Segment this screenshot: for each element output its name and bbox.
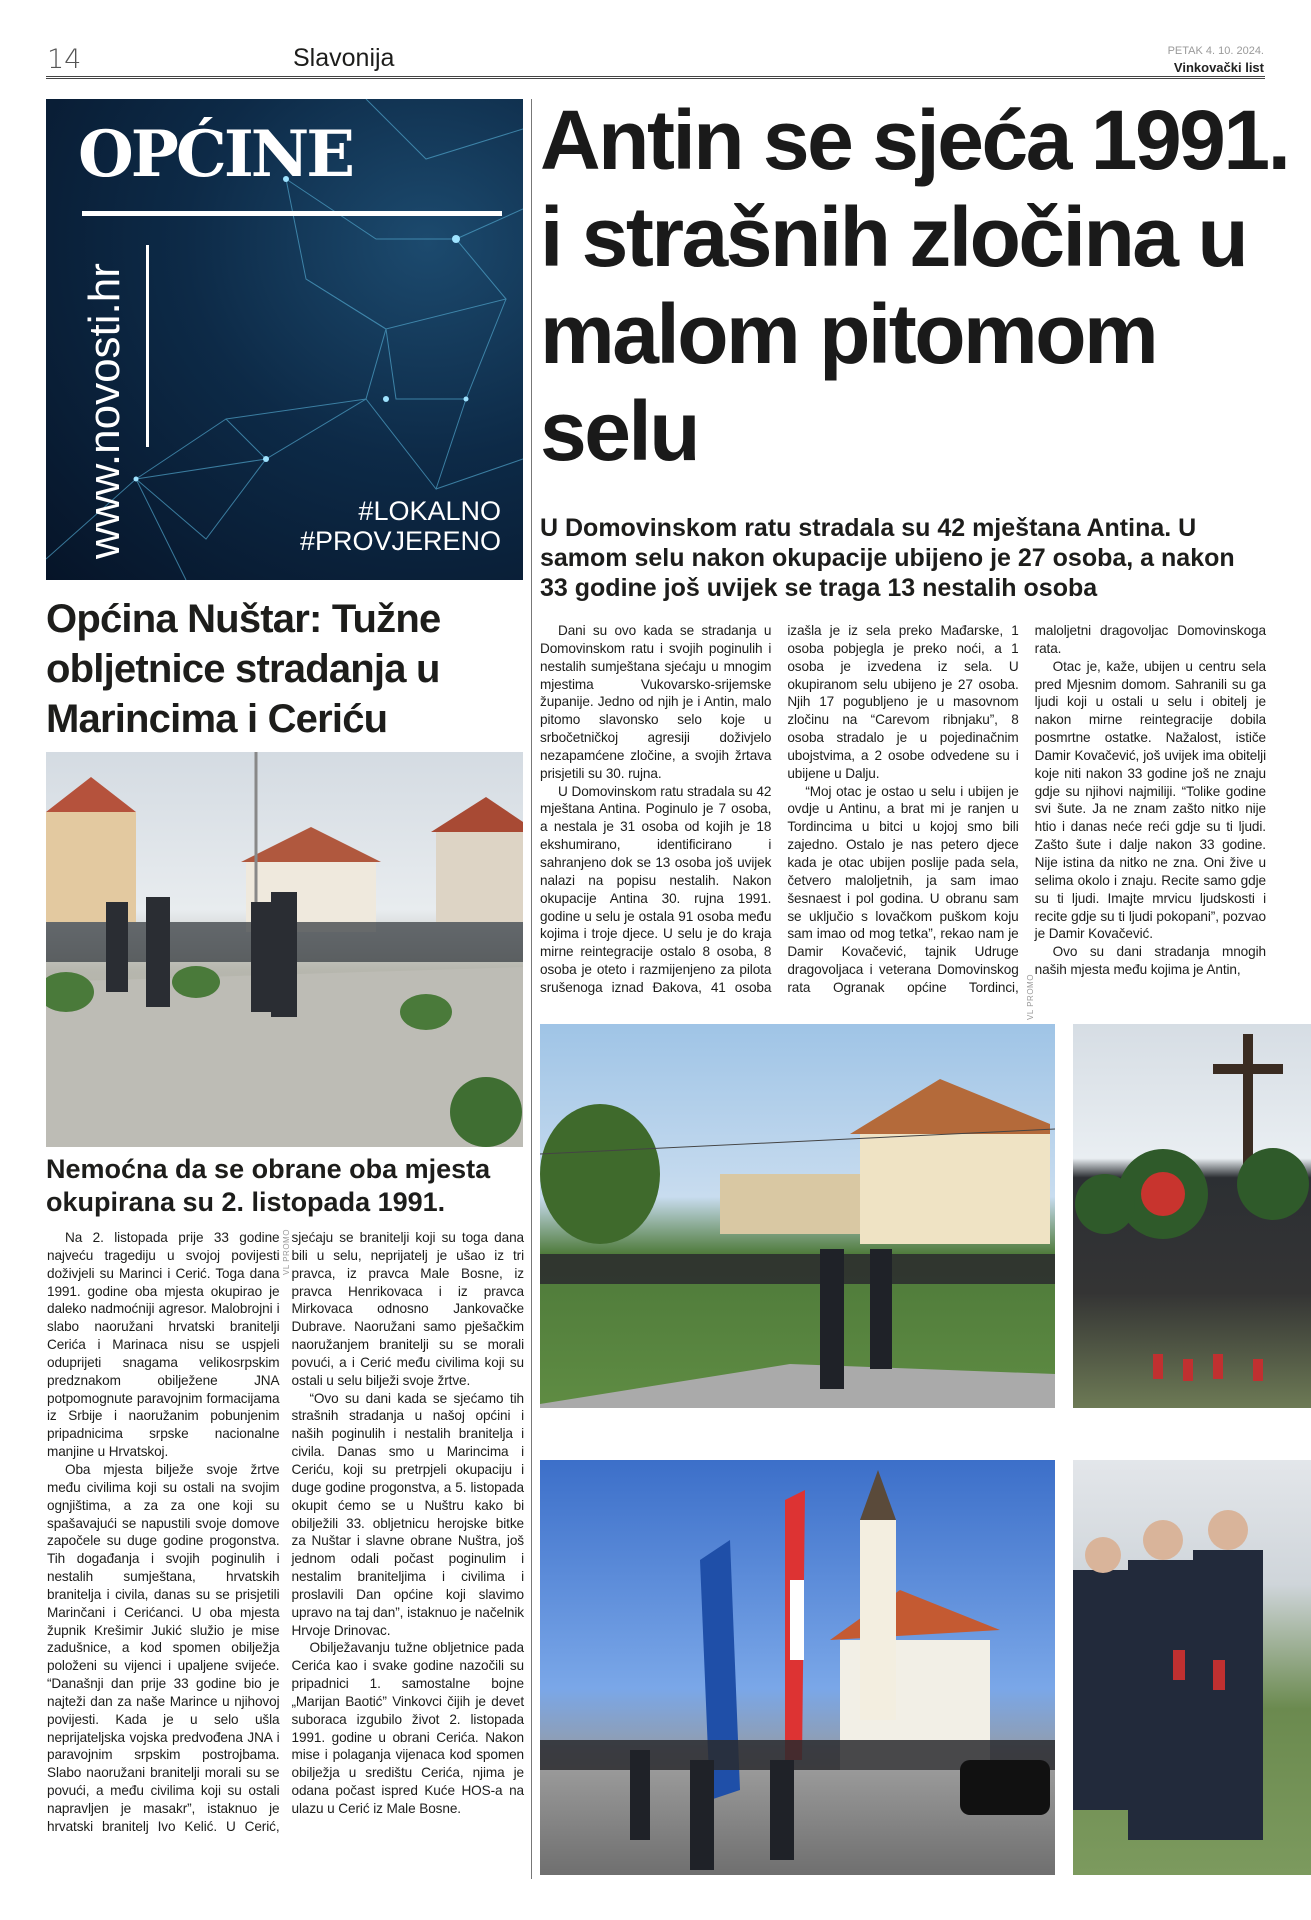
ad-divider bbox=[82, 211, 502, 216]
main-headline: Antin se sjeća 1991. i strašnih zločina u malom pitomom selu bbox=[540, 93, 1289, 478]
paragraph: Oba mjesta bilježe svoje žrtve među civilima koji su ostali na svojim ognjištima, a za za one koji su spašavajući se napustili svoje domove započele su duge godine progonstva. Tih događanja i svojih poginulih i nestalih sumještana, hrvatskih branitelja i civila, danas su se prisjetili Marinčani i Cerićanci. U oba mjesta župnik Krešimir Jukić služio je mise zadušnice, a kod spomen obilježja položeni su vijenci i upaljene svijeće. “Današnji dan prije 33 godine bio je najteži dan za naše Marince u njihovoj povijesti. Kada je u selo ušla neprijateljska vojska predvođena JNA i paravojnim srpskim postrojbama. Slabo naoružani branitelji morali su se povući, a među civilima koji su ostali napravljen je masakr”, istaknuo je hrvatski branitelj Ivo Kelić. U Cerić, sjećaju se branitelji koji su toga dana bili u selu, neprijatelj je ušao iz tri pravca, iz pravca Male Bosne, iz pravca Henrikovaca i iz pravca Mirkovaca odnosno Jankovačke Dubrave. Naoružani samo pješačkim naoružanjem branitelji su se morali povući, a i Cerić među civilima koji su ostali u selu bilježi svoje žrtve. bbox=[47, 1230, 524, 1834]
paragraph: Ovo su dani stradanja mnogih naših mjesta među kojima je Antin, bbox=[1034, 944, 1266, 978]
ad-url[interactable]: www.novosti.hr bbox=[80, 263, 129, 559]
paragraph: Obilježavanju tužne obljetnice pada Cerića kao i svake godine nazočili su pripadnici 1. samostalne bojne „Marijan Baotić” Vinkovci čijih je devet suboraca izgubilo život 2. listopada 1991. godine u obrani Cerića. Nakon mise i polaganja vijenaca kod spomen obilježja u središtu Cerića, njima je odana počast ispred Kuće HOS-a na ulazu u Cerić iz Male Bosne. bbox=[291, 1640, 524, 1816]
ad-vertical-divider bbox=[146, 245, 149, 447]
paragraph: Na 2. listopada prije 33 godine najveću tragediju u svojoj povijesti doživjeli su Marinci i Cerić. Toga dana 1991. godine oba mjesta okupirao je daleko nadmoćniji agresor. Malobrojni i slabo naoružani hrvatski branitelji Cerića i Marinaca nisu se uspjeli oduprijeti snagama velikosrpskim predznakom obilježene JNA potpomognute paravojnim formacijama iz Srbije i naoružanim pobunjenim pripadnicima srpske nacionalne manjine u Hrvatskoj. bbox=[47, 1230, 280, 1460]
left-article-photo-commemoration bbox=[46, 752, 523, 1147]
ad-title: OPĆINE bbox=[78, 117, 353, 192]
photo-veterans-candles bbox=[1073, 1460, 1311, 1875]
paragraph: “Moj otac je ostao u selu i ubijen je ovdje u Antinu, a brat mi je ranjen u Tordincima u bitci u kojoj smo bili zajedno. Ostalo je nas petero djece kada je otac ubijen poslije pada sela, četvero maloljetnih, ja sam imao šesnaest i pol godina. U obranu sam se uključio s lovačkom puškom koju sam imao od mog tetka”, rekao nam je Damir Kovačević, tajnik Udruge dragovoljaca i veterana Domovinskog rata Ogranak općine Tordinci, maloljetni dragovoljac Domovinskoga rata. bbox=[787, 623, 1266, 995]
column-divider bbox=[531, 99, 532, 1879]
ad-hashtags bbox=[300, 496, 501, 556]
left-article-headline: Općina Nuštar: Tužne obljetnice stradanja u Marincima i Ceriću bbox=[46, 597, 441, 741]
main-article-body bbox=[540, 622, 1266, 997]
hashtag-lokalno: #LOKALNO bbox=[358, 496, 501, 526]
paragraph: “Ovo su dani kada se sjećamo tih strašnih stradanja u našoj općini i naših poginulih i nestalih branitelja i civila. Danas smo u Marincima i Ceriću, koji su pretrpjeli okupaciju i duge godine progonstva, a 5. listopada okupit ćemo se u Nuštru kako bi obilježili 33. obljetnicu herojske bitke za Nuštar i slavne obrane Nuštra, još jednom odali počast poginulim i nestalim braniteljima i civilima i proslavili Dan općine koji slavimo upravo na taj dan”, istaknuo je načelnik Hrvoje Drinovac. bbox=[291, 1390, 524, 1638]
page-number: 14 bbox=[47, 44, 82, 75]
photo-procession-church bbox=[540, 1460, 1055, 1875]
photo-credit: VL PROMO bbox=[1026, 974, 1035, 1020]
photo-memorial-wreaths bbox=[1073, 1024, 1311, 1408]
newspaper-name: Vinkovački list bbox=[1173, 60, 1264, 75]
photo-antin-gathering bbox=[540, 1024, 1055, 1408]
photo-credit: VL PROMO bbox=[282, 1229, 291, 1275]
header-rule bbox=[46, 76, 1265, 79]
paragraph: Otac je, kaže, ubijen u centru sela pred Mjesnim domom. Sahranili su ga ljudi koji u ostali u selu i obitelj je nakon mirne reintegracije dobila posmrtne ostatke. Nažalost, ističe Damir Kovačević, još uvijek ima obitelji koje niti nakon 33 godine još ne znaju gdje su njihovi najmiliji. “Tolike godine svi šute. Ja ne znam zašto nitko nije htio i danas neće reći gdje su ti ljudi. Zašto šute i dalje nakon 33 godine. Nije istina da nitko ne zna. Oni žive u selima okolo i znaju. Recite samo gdje su ti ljudi. Imajte mrvicu ljudskosti i recite gdje su ti ljudi pokopani”, pozvao je Damir Kovačević. bbox=[1034, 658, 1266, 942]
issue-date: PETAK 4. 10. 2024. bbox=[1167, 45, 1264, 57]
novosti-advertisement[interactable] bbox=[46, 99, 523, 580]
paragraph: Dani su ovo kada se stradanja u Domovinskom ratu i svojih poginulih i nestalih sumještana sjećaju u mnogim mjestima Vukovarsko-srijemske županije. Jedno od njih je i Antin, malo pitomo slavonsko selo koje u srbočetničkoj agresiji doživjelo nezapamćene zločine, a svojih žrtava prisjetili su 30. rujna. bbox=[540, 623, 772, 781]
main-subheadline: U Domovinskom ratu stradala su 42 mještana Antina. U samom selu nakon okupacije ubijeno je 27 osoba, a nakon 33 godine još uvijek se traga 13 nestalih osoba bbox=[540, 514, 1235, 602]
hashtag-provjereno: #PROVJERENO bbox=[299, 526, 501, 556]
paragraph: U Domovinskom ratu stradala su 42 mještana Antina. Poginulo je 7 osoba, a nestala je 31 osoba od kojih je 18 ekshumirano, identificirano i sahranjeno dok se 13 osoba još uvijek nalazi na popisu nestalih. Nakon okupacije Antina 30. rujna 1991. godine u selu je ostala 91 osoba među kojima i troje djece. U selu je do kraja mirne reintegracije ostalo 8 osoba, 8 osoba je oteto i razmijenjeno za pilota srušenoga iznad Đakova, 41 osoba izašla je iz sela preko Mađarske, 1 osoba pobjegla je preko noći, a 1 osoba je izvedena iz sela. U okupiranom selu ubijeno je 27 osoba. Njih 17 pogubljeno je u masovnom zločinu na “Carevom ribnjaku”, 8 osoba stradalo je u pojedinačnim ubojstvima, a 2 osobe odvedene su i ubijene u Dalju. bbox=[540, 623, 1019, 995]
section-title: Slavonija bbox=[293, 44, 395, 72]
left-article-subheadline: Nemoćna da se obrane oba mjesta okupirana su 2. listopada 1991. bbox=[46, 1154, 491, 1217]
left-article-body bbox=[47, 1229, 524, 1836]
